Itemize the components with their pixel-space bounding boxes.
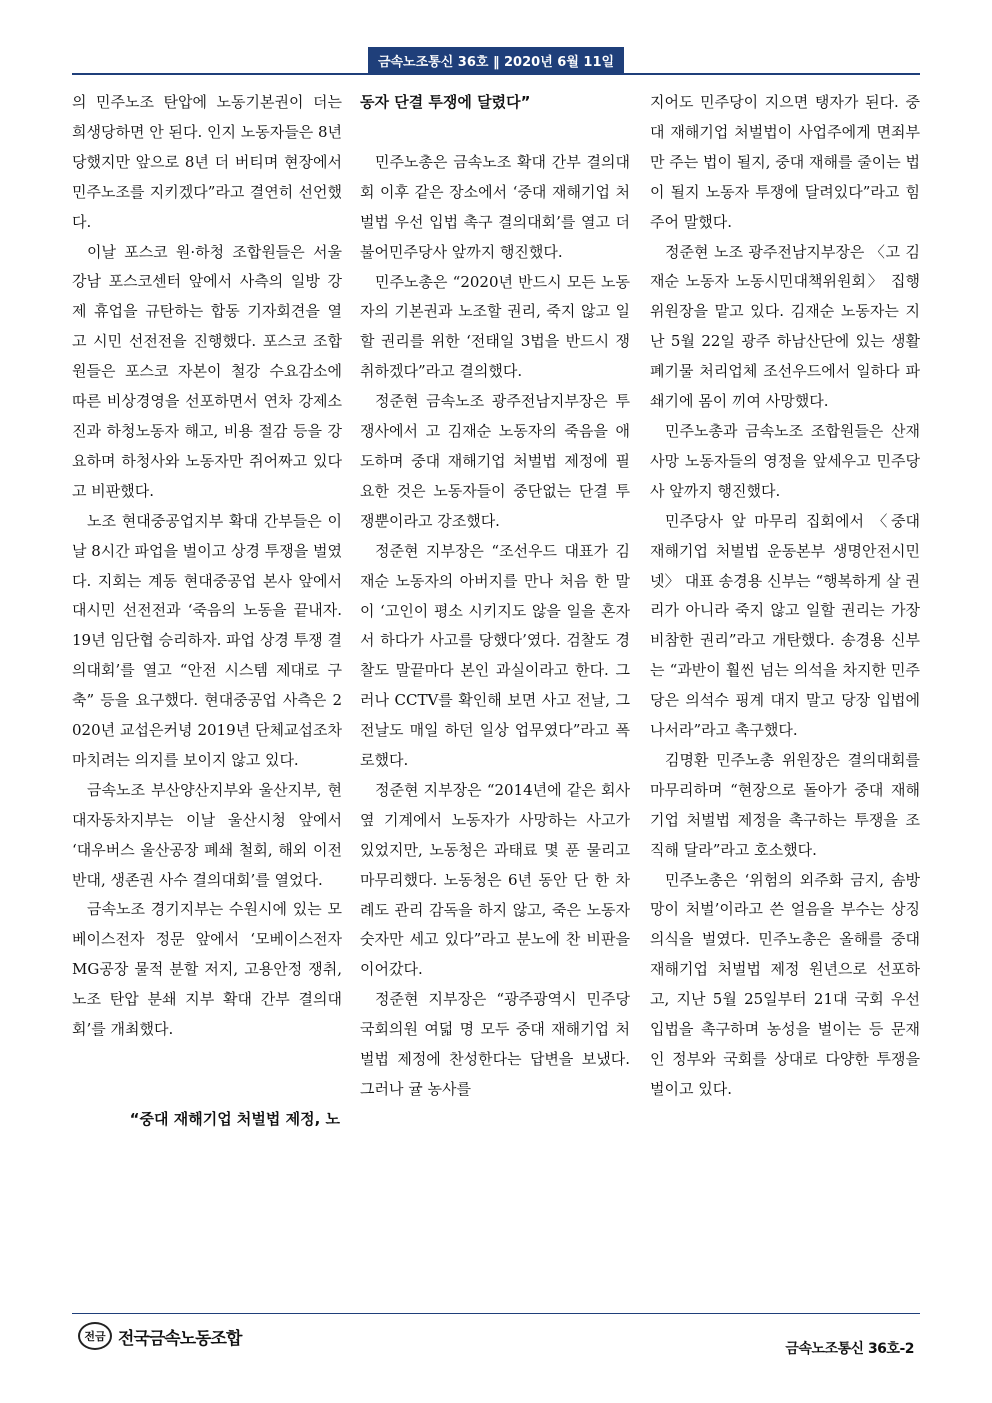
union-emblem-icon: 전금 — [78, 1322, 112, 1350]
paragraph: 의 민주노조 탄압에 노동기본권이 더는 희생당하면 안 된다. 인지 노동자들은 8년 당했지만 앞으로 8년 더 버티며 현장에서 민주노조를 지키겠다”라고 결연히 선언했다. — [72, 93, 342, 231]
paragraph: 정준현 지부장은 “조선우드 대표가 김재순 노동자의 아버지를 만나 처음 한 말이 ‘고인이 평소 시키지도 않을 일을 혼자서 하다가 사고를 당했다’였다. 검찰도 경찰도 말끝마다 본인 과실이라고 한다. 그러나 CCTV를 확인해 보면 사고 전날, 그 전날도 매일 하던 일상 업무였다”라고 폭로했다. — [360, 541, 630, 770]
paragraph: 이날 포스코 원·하청 조합원들은 서울 강남 포스코센터 앞에서 사측의 일방 강제 휴업을 규탄하는 합동 기자회견을 열고 시민 선전전을 진행했다. 포스코 조합원들은 포스코 자본이 철강 수요감소에 따른 비상경영을 선포하면서 연차 강제소진과 하청노동자 해고, 비용 절감 등을 강요하며 하청사와 노동자만 쥐어짜고 있다고 비판했다. — [72, 242, 342, 500]
paragraph: 민주노총은 금속노조 확대 간부 결의대회 이후 같은 장소에서 ‘중대 재해기업 처벌법 우선 입법 촉구 결의대회’를 열고 더불어민주당사 앞까지 행진했다. — [360, 152, 630, 261]
article-column-3 — [650, 88, 920, 1303]
paragraph: 정준현 지부장은 “2014년에 같은 회사 옆 기계에서 노동자가 사망하는 사고가 있었지만, 노동청은 과태료 몇 푼 물리고 마무리했다. 노동청은 6년 동안 단 한 차례도 관리 감독을 하지 않고, 죽은 노동자 숫자만 세고 있다”라고 분노에 찬 비판을 이어갔다. — [360, 780, 630, 979]
section-subheading-continued: 동자 단결 투쟁에 달렸다” — [360, 93, 531, 111]
paragraph: 김명환 민주노총 위원장은 결의대회를 마무리하며 “현장으로 돌아가 중대 재해기업 처벌법 제정을 촉구하는 투쟁을 조직해 달라”라고 호소했다. — [650, 750, 920, 859]
issue-header-tab: 금속노조통신 36호 ‖ 2020년 6월 11일 — [368, 47, 624, 74]
paragraph: 민주노총은 ‘위험의 외주화 금지, 솜방망이 처벌’이라고 쓴 얼음을 부수는 상징의식을 벌였다. 민주노총은 올해를 중대 재해기업 처벌법 제정 원년으로 선포하고, 지난 5월 25일부터 21대 국회 우선 입법을 촉구하며 농성을 벌이는 등 문재인 정부와 국회를 상대로 다양한 투쟁을 벌이고 있다. — [650, 870, 920, 1098]
spacer — [360, 118, 630, 148]
footer-rule — [72, 1313, 920, 1314]
paragraph: 금속노조 경기지부는 수원시에 있는 모베이스전자 정문 앞에서 ‘모베이스전자 MG공장 물적 분할 저지, 고용안정 쟁취, 노조 탄압 분쇄 지부 확대 간부 결의대회’를 개최했다. — [72, 900, 342, 1039]
paragraph: 정준현 지부장은 “광주광역시 민주당 국회의원 여덟 명 모두 중대 재해기업 처벌법 제정에 찬성한다는 답변을 보냈다. 그러나 귤 농사를 — [360, 990, 630, 1098]
section-subheading: “중대 재해기업 처벌법 제정, 노 — [129, 1110, 340, 1128]
union-name: 전국금속노동조합 — [118, 1328, 242, 1349]
paragraph: 노조 현대중공업지부 확대 간부들은 이날 8시간 파업을 벌이고 상경 투쟁을 벌였다. 지회는 계동 현대중공업 본사 앞에서 대시민 선전전과 ‘죽음의 노동을 끝내자. 19년 임단협 승리하자. 파업 상경 투쟁 결의대회’를 열고 “안전 시스템 제대로 구축” 등을 요구했다. 현대중공업 사측은 2020년 교섭은커녕 2019년 단체교섭조차 마치려는 의지를 보이지 않고 있다. — [72, 511, 342, 769]
paragraph: 민주노총은 “2020년 반드시 모든 노동자의 기본권과 노조할 권리, 죽지 않고 일할 권리를 위한 ‘전태일 3법을 반드시 쟁취하겠다”라고 결의했다. — [360, 272, 630, 381]
union-logo — [78, 1322, 241, 1350]
paragraph: 민주노총과 금속노조 조합원들은 산재 사망 노동자들의 영정을 앞세우고 민주당사 앞까지 행진했다. — [650, 421, 920, 500]
paragraph: 지어도 민주당이 지으면 탱자가 된다. 중대 재해기업 처벌법이 사업주에게 면죄부만 주는 법이 될지, 중대 재해를 줄이는 법이 될지 노동자 투쟁에 달려있다”라고 힘주어 말했다. — [650, 93, 920, 231]
paragraph: 정준현 금속노조 광주전남지부장은 투쟁사에서 고 김재순 노동자의 죽음을 애도하며 중대 재해기업 처벌법 제정에 필요한 것은 노동자들이 중단없는 단결 투쟁뿐이라고 강조했다. — [360, 392, 630, 530]
paragraph: 금속노조 부산양산지부와 울산지부, 현대자동차지부는 이날 울산시청 앞에서 ‘대우버스 울산공장 폐쇄 철회, 해외 이전 반대, 생존권 사수 결의대회’를 열었다. — [72, 780, 342, 889]
spacer — [72, 1075, 342, 1105]
article-column-1 — [72, 88, 342, 1303]
paragraph: 민주당사 앞 마무리 집회에서 〈중대 재해기업 처벌법 운동본부 생명안전시민넷〉 대표 송경용 신부는 “행복하게 살 권리가 아니라 죽지 않고 일할 권리는 가장 비참한 권리”라고 개탄했다. 송경용 신부는 “과반이 훨씬 넘는 의석을 차지한 민주당은 의석수 핑계 대지 말고 당장 입법에 나서라”라고 촉구했다. — [650, 511, 920, 740]
page-number: 금속노조통신 36호-2 — [785, 1341, 914, 1357]
paragraph: 정준현 노조 광주전남지부장은 〈고 김재순 노동자 노동시민대책위원회〉 집행위원장을 맡고 있다. 김재순 노동자는 지난 5월 22일 광주 하남산단에 있는 생활폐기물 처리업체 조선우드에서 일하다 파쇄기에 몸이 끼여 사망했다. — [650, 242, 920, 411]
spacer — [72, 1045, 342, 1075]
article-column-2 — [360, 88, 630, 1303]
